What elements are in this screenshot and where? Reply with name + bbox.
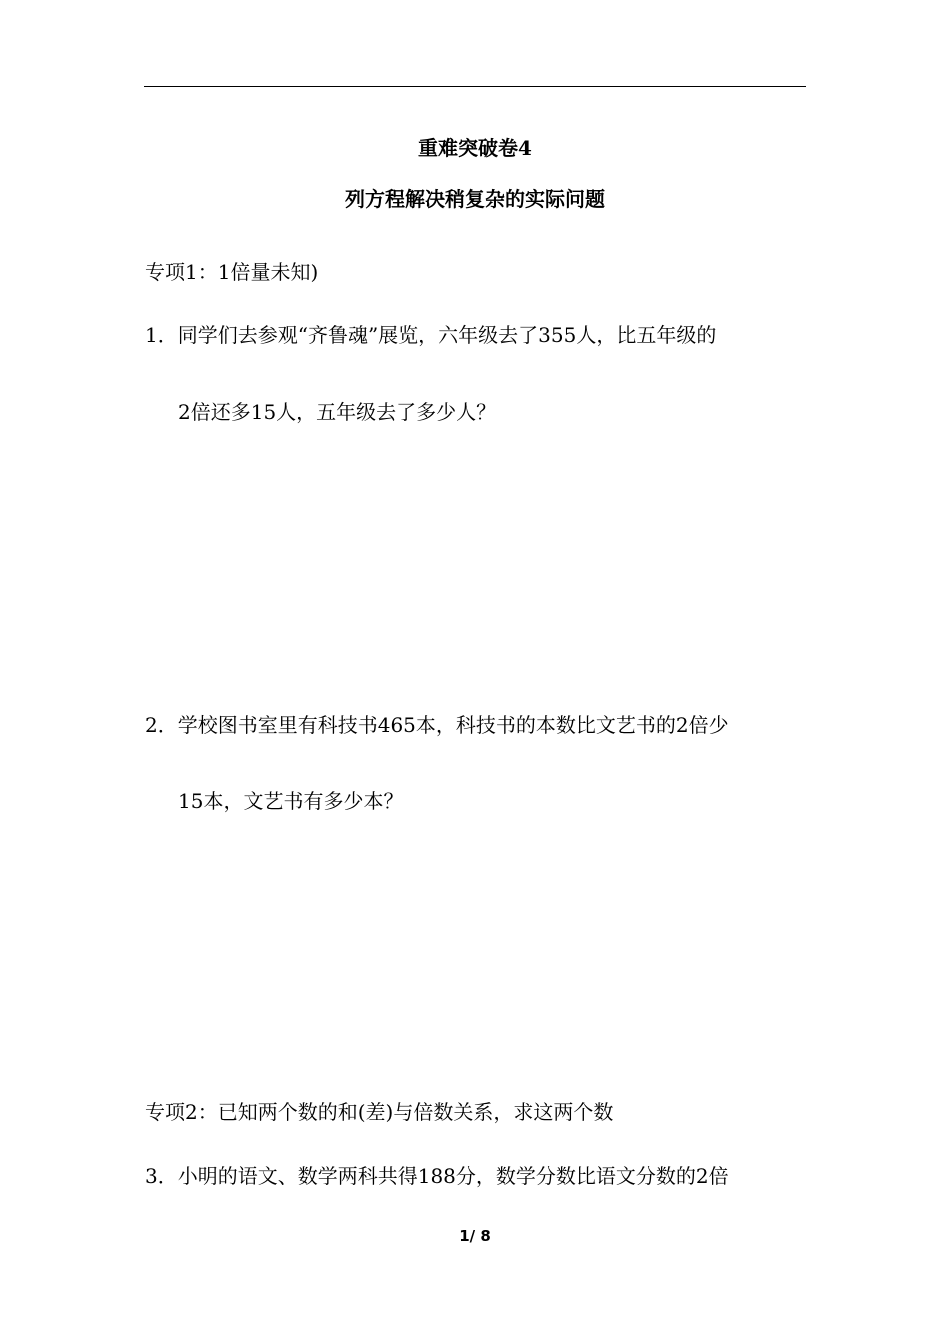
question-2-line-2: 15本，文艺书有多少本？: [178, 789, 404, 813]
question-2-line-1: 2．学校图书室里有科技书465本，科技书的本数比文艺书的2倍少: [145, 713, 729, 737]
header-rule: [144, 86, 806, 87]
question-1-line-1: 1．同学们去参观“齐鲁魂”展览，六年级去了355人，比五年级的: [145, 323, 717, 347]
question-3-line-1: 3．小明的语文、数学两科共得188分，数学分数比语文分数的2倍: [145, 1164, 729, 1188]
section-heading-1: 专项1：1倍量未知): [145, 260, 319, 284]
question-1-line-2: 2倍还多15人，五年级去了多少人？: [178, 400, 497, 424]
section-heading-2: 专项2：已知两个数的和(差)与倍数关系，求这两个数: [145, 1100, 614, 1124]
page-number: 1/ 8: [459, 1227, 491, 1245]
document-subtitle: 列方程解决稍复杂的实际问题: [345, 187, 605, 211]
document-title: 重难突破卷4: [418, 136, 532, 160]
